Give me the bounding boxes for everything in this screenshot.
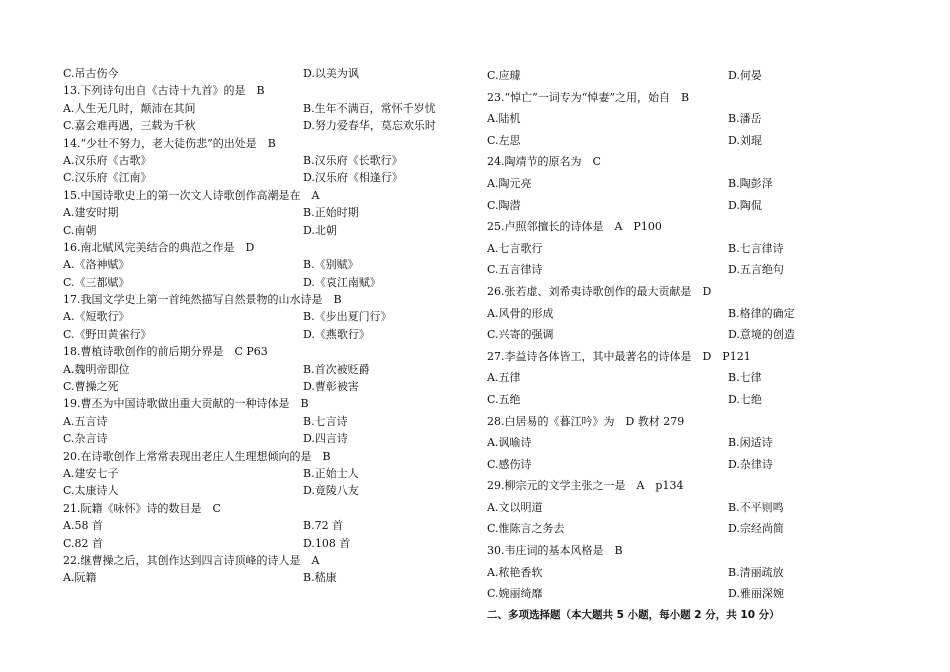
answer-options-row <box>63 169 463 186</box>
question-stem: 29.柳宗元的文学主张之一是 A p134 <box>487 479 684 493</box>
question-text <box>63 343 463 360</box>
question-stem: 28.白居易的《暮江吟》为 D 教材 279 <box>487 414 685 428</box>
answer-options-row <box>487 497 907 519</box>
option-right: B.陶彭泽 <box>728 176 773 190</box>
answer-options-row <box>63 256 463 273</box>
option-right: D.七绝 <box>728 392 762 406</box>
option-left: A.汉乐府《古歌》 <box>63 153 152 167</box>
option-right: D.北朝 <box>303 223 337 237</box>
option-left: A.七言歌行 <box>487 241 543 255</box>
option-right: B.《别赋》 <box>303 258 359 272</box>
option-right: D.五言绝句 <box>728 263 784 277</box>
question-stem: 16.南北赋风完美结合的典范之作是 D <box>63 240 255 254</box>
option-right: D.雅丽深婉 <box>728 587 784 601</box>
option-right: B.七律 <box>728 371 762 385</box>
question-stem: 23.“悼亡”一词专为“悼妻”之用，始自 B <box>487 90 690 104</box>
question-stem: 26.张若虚、刘希夷诗歌创作的最大贡献是 D <box>487 284 712 298</box>
option-left: C.五绝 <box>487 392 521 406</box>
option-right: D.意境的创造 <box>728 328 795 342</box>
option-left: A.阮籍 <box>63 571 97 585</box>
option-left: C.汉乐府《江南》 <box>63 171 152 185</box>
answer-options-row <box>63 117 463 134</box>
question-text <box>487 216 907 238</box>
question-stem: 21.阮籍《咏怀》诗的数目是 C <box>63 501 221 515</box>
section-heading <box>487 605 907 627</box>
question-text <box>63 187 463 204</box>
answer-options-row <box>487 173 907 195</box>
option-right: B.正始时期 <box>303 206 359 220</box>
question-stem: 27.李益诗各体皆工，其中最著名的诗体是 D P121 <box>487 349 751 363</box>
option-left: A.58 首 <box>63 519 103 533</box>
option-left: A.人生无几时，颠沛在其间 <box>63 101 196 115</box>
question-stem: 22.继曹操之后，其创作达到四言诗顶峰的诗人是 A <box>63 553 320 567</box>
answer-options-row <box>63 100 463 117</box>
option-left: C.杂言诗 <box>63 432 108 446</box>
question-stem: 17.我国文学史上第一首纯然描写自然景物的山水诗是 B <box>63 293 342 307</box>
option-right: B.七言律诗 <box>728 241 784 255</box>
option-left: A.陶元亮 <box>487 176 532 190</box>
option-left: A.五律 <box>487 371 521 385</box>
option-left: A.建安七子 <box>63 466 119 480</box>
option-left: C.太康诗人 <box>63 484 119 498</box>
question-text <box>63 500 463 517</box>
option-right: B.生年不满百，常怀千岁忧 <box>303 101 436 115</box>
option-left: C.感伤诗 <box>487 457 532 471</box>
question-stem: 20.在诗歌创作上常常表现出老庄人生理想倾向的是 B <box>63 449 331 463</box>
answer-options-row <box>63 482 463 499</box>
option-left: A.建安时期 <box>63 206 119 220</box>
option-left: C.《三都赋》 <box>63 275 130 289</box>
option-left: C.应璩 <box>487 69 521 82</box>
question-text <box>63 239 463 256</box>
question-text <box>63 135 463 152</box>
option-left: A.风骨的形成 <box>487 306 554 320</box>
answer-options-row <box>487 303 907 325</box>
option-right: D.曹彰被害 <box>303 380 359 394</box>
option-right: B.汉乐府《长歌行》 <box>303 153 403 167</box>
question-stem: 30.韦庄词的基本风格是 B <box>487 544 623 558</box>
option-left: A.《短歌行》 <box>63 310 130 324</box>
answer-options-row <box>487 324 907 346</box>
answer-options-row <box>63 204 463 221</box>
answer-options-row <box>487 259 907 281</box>
option-right: D.宗经尚简 <box>728 522 784 536</box>
option-left: C.82 首 <box>63 536 104 550</box>
answer-options-row <box>487 195 907 217</box>
option-left: C.曹操之死 <box>63 380 119 394</box>
option-left: C.嘉会难再遇，三载为千秋 <box>63 119 196 133</box>
option-right: D.《哀江南赋》 <box>303 275 381 289</box>
option-left: C.吊古伤今 <box>63 67 119 80</box>
question-stem: 24.陶靖节的原名为 C <box>487 155 601 169</box>
option-left: A.秾艳香软 <box>487 565 543 579</box>
option-right: D.刘琨 <box>728 133 762 147</box>
answer-options-row <box>487 518 907 540</box>
answer-options-row <box>63 222 463 239</box>
question-text <box>487 475 907 497</box>
question-stem: 13.下列诗句出自《古诗十九首》的是 B <box>63 84 265 98</box>
option-right: D.《燕歌行》 <box>303 327 370 341</box>
answer-options-row <box>63 152 463 169</box>
question-text <box>63 448 463 465</box>
option-left: C.兴寄的强调 <box>487 328 554 342</box>
option-left: A.文以明道 <box>487 500 543 514</box>
answer-options-row <box>63 569 463 586</box>
answer-options-row <box>63 274 463 291</box>
answer-options-row <box>487 562 907 584</box>
question-text <box>63 395 463 412</box>
question-text <box>63 82 463 99</box>
option-left: A.魏明帝即位 <box>63 362 130 376</box>
option-right: B.潘岳 <box>728 112 762 126</box>
option-left: C.五言律诗 <box>487 263 543 277</box>
question-text <box>487 346 907 368</box>
answer-options-row <box>487 130 907 152</box>
section-heading-text: 二、多项选择题（本大题共 5 小题，每小题 2 分，共 10 分） <box>487 608 780 621</box>
answer-options-row <box>63 326 463 343</box>
answer-options-row <box>487 238 907 260</box>
option-left: C.陶潜 <box>487 198 521 212</box>
option-right: B.首次被贬爵 <box>303 362 370 376</box>
answer-options-row <box>63 413 463 430</box>
answer-options-row <box>63 535 463 552</box>
right-column <box>487 65 907 626</box>
option-right: D.杂律诗 <box>728 457 773 471</box>
answer-options-row <box>487 583 907 605</box>
option-left: C.惟陈言之务去 <box>487 522 565 536</box>
question-stem: 14.“少壮不努力，老大徒伤悲”的出处是 B <box>63 136 276 150</box>
option-left: A.五言诗 <box>63 414 108 428</box>
answer-options-row <box>487 432 907 454</box>
answer-options-row <box>487 65 907 87</box>
option-right: B.不平则鸣 <box>728 500 784 514</box>
option-right: D.汉乐府《相逢行》 <box>303 171 403 185</box>
option-right: D.以美为讽 <box>303 67 359 80</box>
option-right: B.清丽疏放 <box>728 565 784 579</box>
question-text <box>63 291 463 308</box>
option-left: C.婉丽绮靡 <box>487 587 543 601</box>
option-right: D.努力爱春华，莫忘欢乐时 <box>303 119 436 133</box>
question-text <box>487 87 907 109</box>
option-right: B.格律的确定 <box>728 306 795 320</box>
left-column <box>63 65 463 587</box>
question-stem: 18.曹植诗歌创作的前后期分界是 C P63 <box>63 345 268 359</box>
question-stem: 19.曹丕为中国诗歌做出重大贡献的一种诗体是 B <box>63 397 309 411</box>
option-right: D.陶侃 <box>728 198 762 212</box>
question-stem: 15.中国诗歌史上的第一次文人诗歌创作高潮是在 A <box>63 188 320 202</box>
option-right: D.四言诗 <box>303 432 348 446</box>
question-stem: 25.卢照邻擅长的诗体是 A P100 <box>487 220 662 234</box>
option-right: D.何晏 <box>728 69 762 82</box>
answer-options-row <box>487 389 907 411</box>
option-left: C.南朝 <box>63 223 97 237</box>
option-right: B.正始士人 <box>303 466 359 480</box>
option-right: B.《步出夏门行》 <box>303 310 392 324</box>
answer-options-row <box>63 65 463 82</box>
question-text <box>487 151 907 173</box>
option-right: D.108 首 <box>303 536 351 550</box>
answer-options-row <box>63 430 463 447</box>
answer-options-row <box>63 378 463 395</box>
answer-options-row <box>63 465 463 482</box>
option-right: B.七言诗 <box>303 414 348 428</box>
answer-options-row <box>487 367 907 389</box>
option-left: C.《野田黄雀行》 <box>63 327 152 341</box>
option-right: B.闲适诗 <box>728 436 773 450</box>
option-left: C.左思 <box>487 133 521 147</box>
option-left: A.《洛神赋》 <box>63 258 130 272</box>
question-text <box>63 552 463 569</box>
question-text <box>487 281 907 303</box>
option-left: A.陆机 <box>487 112 521 126</box>
question-text <box>487 411 907 433</box>
question-text <box>487 540 907 562</box>
answer-options-row <box>63 308 463 325</box>
option-right: D.竟陵八友 <box>303 484 359 498</box>
answer-options-row <box>487 454 907 476</box>
option-right: B.嵇康 <box>303 571 337 585</box>
answer-options-row <box>63 517 463 534</box>
option-left: A.讽喻诗 <box>487 436 532 450</box>
answer-options-row <box>487 108 907 130</box>
option-right: B.72 首 <box>303 519 344 533</box>
answer-options-row <box>63 361 463 378</box>
